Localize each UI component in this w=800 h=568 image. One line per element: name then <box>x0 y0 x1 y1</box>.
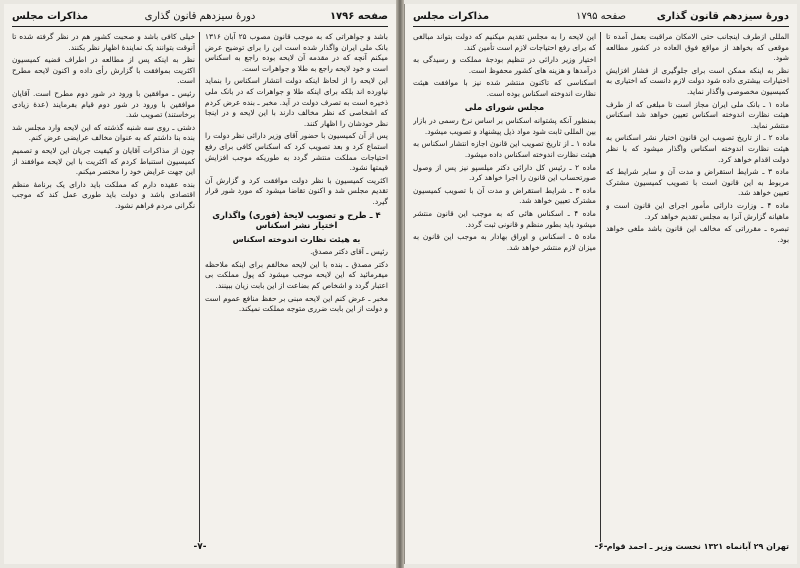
left-session-label: دورهٔ سیزدهم قانون گذاری <box>144 11 256 22</box>
paragraph: ماده ۵ ـ اسکناس و اوراق بهادار به موجب این قانون به میزان لازم منتشر خواهد شد. <box>413 232 596 252</box>
paragraph: مخبر ـ عرض کنم این لایحه مبنی بر حفظ منافع عموم است و دولت از این بابت ضرری متوجه مملکت نمیکند. <box>205 293 388 314</box>
paragraph: اختیار وزیر دارائی در تنظیم بودجهٔ مملکت و رسیدگی به درآمدها و هزینه های کشور محفوظ است. <box>413 55 596 75</box>
paragraph: این لایحه را به مجلس تقدیم میکنیم که دولت بتواند مبالغی که برای رفع احتیاجات لازم است تأمین کند. <box>413 32 596 52</box>
column-divider <box>199 32 200 542</box>
paragraph: بمنظور آنکه پشتوانه اسکناس بر اساس نرخ رسمی در بازار بین المللی ثابت شود مواد ذیل پیشنهاد و تصویب میشود. <box>413 116 596 136</box>
paragraph: المللی ازطرف اینجانب حتی الامکان مراقبت بعمل آمده تا موقعی که بخواهد از مواقع فوق العاده در کشور مطالعه شود. <box>606 32 789 63</box>
paragraph: دشتی ـ روی سه شنبه گذشته که این لایحه وارد مجلس شد بنده بنا داشتم که به عنوان مخالف عرایضی عرض کنم. <box>12 122 195 143</box>
paragraph: اسکناسی که تاکنون منتشر شده نیز با موافقت هیئت نظارت اندوخته اسکناس بوده است. <box>413 78 596 98</box>
paragraph: رئیس ـ موافقین با ورود در شور دوم مطرح است. آقایان موافقین با ورود در شور دوم قیام بفرمایند (عدهٔ زیادی برخاستند) تصویب شد. <box>12 88 195 120</box>
right-page-number-label: صفحه ۱۷۹۵ <box>575 11 627 22</box>
paragraph: ماده ۲ ـ از تاریخ تصویب این قانون اختیار نشر اسکناس به هیئت نظارت اندوخته اسکناس واگذار میشود که با نظر دولت اقدام خواهد کرد. <box>606 133 789 164</box>
section-heading: ۴ ـ طرح و تصویب لایحهٔ (فوری) واگذاری اختیار نشر اسکناس <box>212 210 381 232</box>
left-page-right-column <box>205 32 388 540</box>
paragraph: ماده ۲ ـ رئیس کل دارائی دکتر میلسپو نیز پس از وصول صورتحساب این قانون را اجرا خواهد کرد. <box>413 162 596 183</box>
paragraph: بنده عقیده دارم که مملکت باید دارای یک برنامهٔ منظم اقتصادی باشد و دولت باید طوری عمل کند که موجب نگرانی مردم فراهم نشود. <box>12 179 195 210</box>
paragraph: پس از آن کمیسیون با حضور آقای وزیر دارائی نظر دولت را استماع کرد و بعد تصویب کرد که اسکناس کافی برای رفع احتیاجات مملکت منتشر گردد به طوریکه موجب افزایش قیمتها نشود. <box>205 131 388 173</box>
paragraph: اکثریت کمیسیون با نظر دولت موافقت کرد و گزارش آن تقدیم مجلس شد و اکنون تقاضا میشود که مورد شور قرار گیرد. <box>205 175 388 206</box>
right-session-label: دورهٔ سیزدهم قانون گذاری <box>656 11 789 22</box>
right-page <box>404 4 797 564</box>
section-subheading: به هیئت نظارت اندوخته اسکناس <box>232 234 361 244</box>
paragraph: تبصره ـ مقرراتی که مخالف این قانون باشد ملغی خواهد بود. <box>606 224 789 244</box>
right-page-left-column <box>413 32 596 540</box>
right-page-right-column <box>606 32 789 540</box>
left-title-label: مذاکرات مجلس <box>12 11 89 22</box>
paragraph: خیلی کافی باشد و صحبت کشور هم در نظر گرفته شده تا آنوقت بتوانند یک نمایندهٔ اظهار نظر بکنند. <box>12 32 195 52</box>
right-page-footer <box>413 542 789 556</box>
paragraph: این لایحه را از لحاظ اینکه دولت انتشار اسکناس را بنماید نیاورده اند بلکه برای اینکه طلا و جواهرات که در بانک ملی ذخیره است به تصرف دولت در آید. مخبر ـ بنده عرض کردم که اشخاصی که نظر مخالف دارند با این لایحه و در اینجا نظر خودشان را اظهار کنند. <box>205 76 388 128</box>
left-page-left-column <box>12 32 195 540</box>
paragraph: ماده ۱ ـ از تاریخ تصویب این قانون اجازه انتشار اسکناس به هیئت نظارت اندوخته اسکناس داده میشود. <box>413 139 596 159</box>
left-page-footer <box>12 542 388 556</box>
paragraph: ماده ۱ ـ بانک ملی ایران مجاز است تا مبلغی که از طرف هیئت نظارت اندوخته اسکناس تعیین خواهد شد اسکناس منتشر نماید. <box>606 99 789 130</box>
signature-line: تهران ۲۹ آبانماه ۱۳۲۱ نخست وزیر ـ احمد قوام <box>606 542 789 551</box>
section-heading: مجلس شورای ملی <box>464 102 545 113</box>
left-page-header <box>12 10 388 27</box>
paragraph: باشد و جواهراتی که به موجب قانون مصوب ۲۵ آبان ۱۳۱۶ بانک ملی ایران واگذار شده است این را برای توضیح عرض میکنم آنچه که در مقدمه آن لایحه بوده راجع به اسکناس است و خود لایحه راجع به طلا و جواهرات است. <box>205 32 388 73</box>
paragraph: دکتر مصدق ـ بنده با این لایحه مخالفم برای اینکه ملاحظه میفرمائید که این لایحه موجب میشود که پول مملکت بی اعتبار گردد و اشخاص کم بضاعت از این بابت زیان ببینند. <box>205 259 388 291</box>
left-page-number-label: صفحه ۱۷۹۶ <box>329 11 388 22</box>
paragraph: ماده ۳ ـ شرایط استقراض و مدت آن و سایر شرایط که مربوط به این قانون است با تصویب کمیسیون مشترک تعیین خواهد شد. <box>606 167 789 198</box>
right-title-label: مذاکرات مجلس <box>413 11 490 22</box>
right-page-number: -۶- <box>594 542 608 552</box>
right-page-header <box>413 10 789 27</box>
paragraph: نظر به اینکه ممکن است برای جلوگیری از فشار افزایش اختیارات بیشتری داده شود دولت لازم دانست که اختیاری به کمیسیون مخصوصی واگذار نماید. <box>606 65 789 96</box>
paragraph: ماده ۳ ـ شرایط استقراض و مدت آن با تصویب کمیسیون مشترک تعیین خواهد شد. <box>413 185 596 206</box>
left-page-number: -۷- <box>193 542 207 552</box>
left-page <box>4 4 397 564</box>
book-gutter <box>396 0 404 568</box>
paragraph: چون از مذاکرات آقایان و کیفیت جریان این لایحه و تصمیم کمیسیون استنباط کردم که اکثریت با این لایحه موافقند از این جهت عرایض خود را مختصر میکنم. <box>12 145 195 177</box>
paragraph: رئیس ـ آقای دکتر مصدق. <box>310 247 388 257</box>
paragraph: ماده ۴ ـ وزارت دارائی مأمور اجرای این قانون است و ماهیانه گزارش آنرا به مجلس تقدیم خواهد کرد. <box>606 200 789 221</box>
paragraph: نظر به اینکه پس از مطالعه در اطراف قضیه کمیسیون اکثریت بموافقت با گزارش رأی داده و اکنون لایحه مطرح است. <box>12 55 195 86</box>
paragraph: ماده ۴ ـ اسکناس هائی که به موجب این قانون منتشر میشود باید بطور منظم و قانونی ثبت گردد. <box>413 208 596 229</box>
column-divider <box>600 32 601 542</box>
